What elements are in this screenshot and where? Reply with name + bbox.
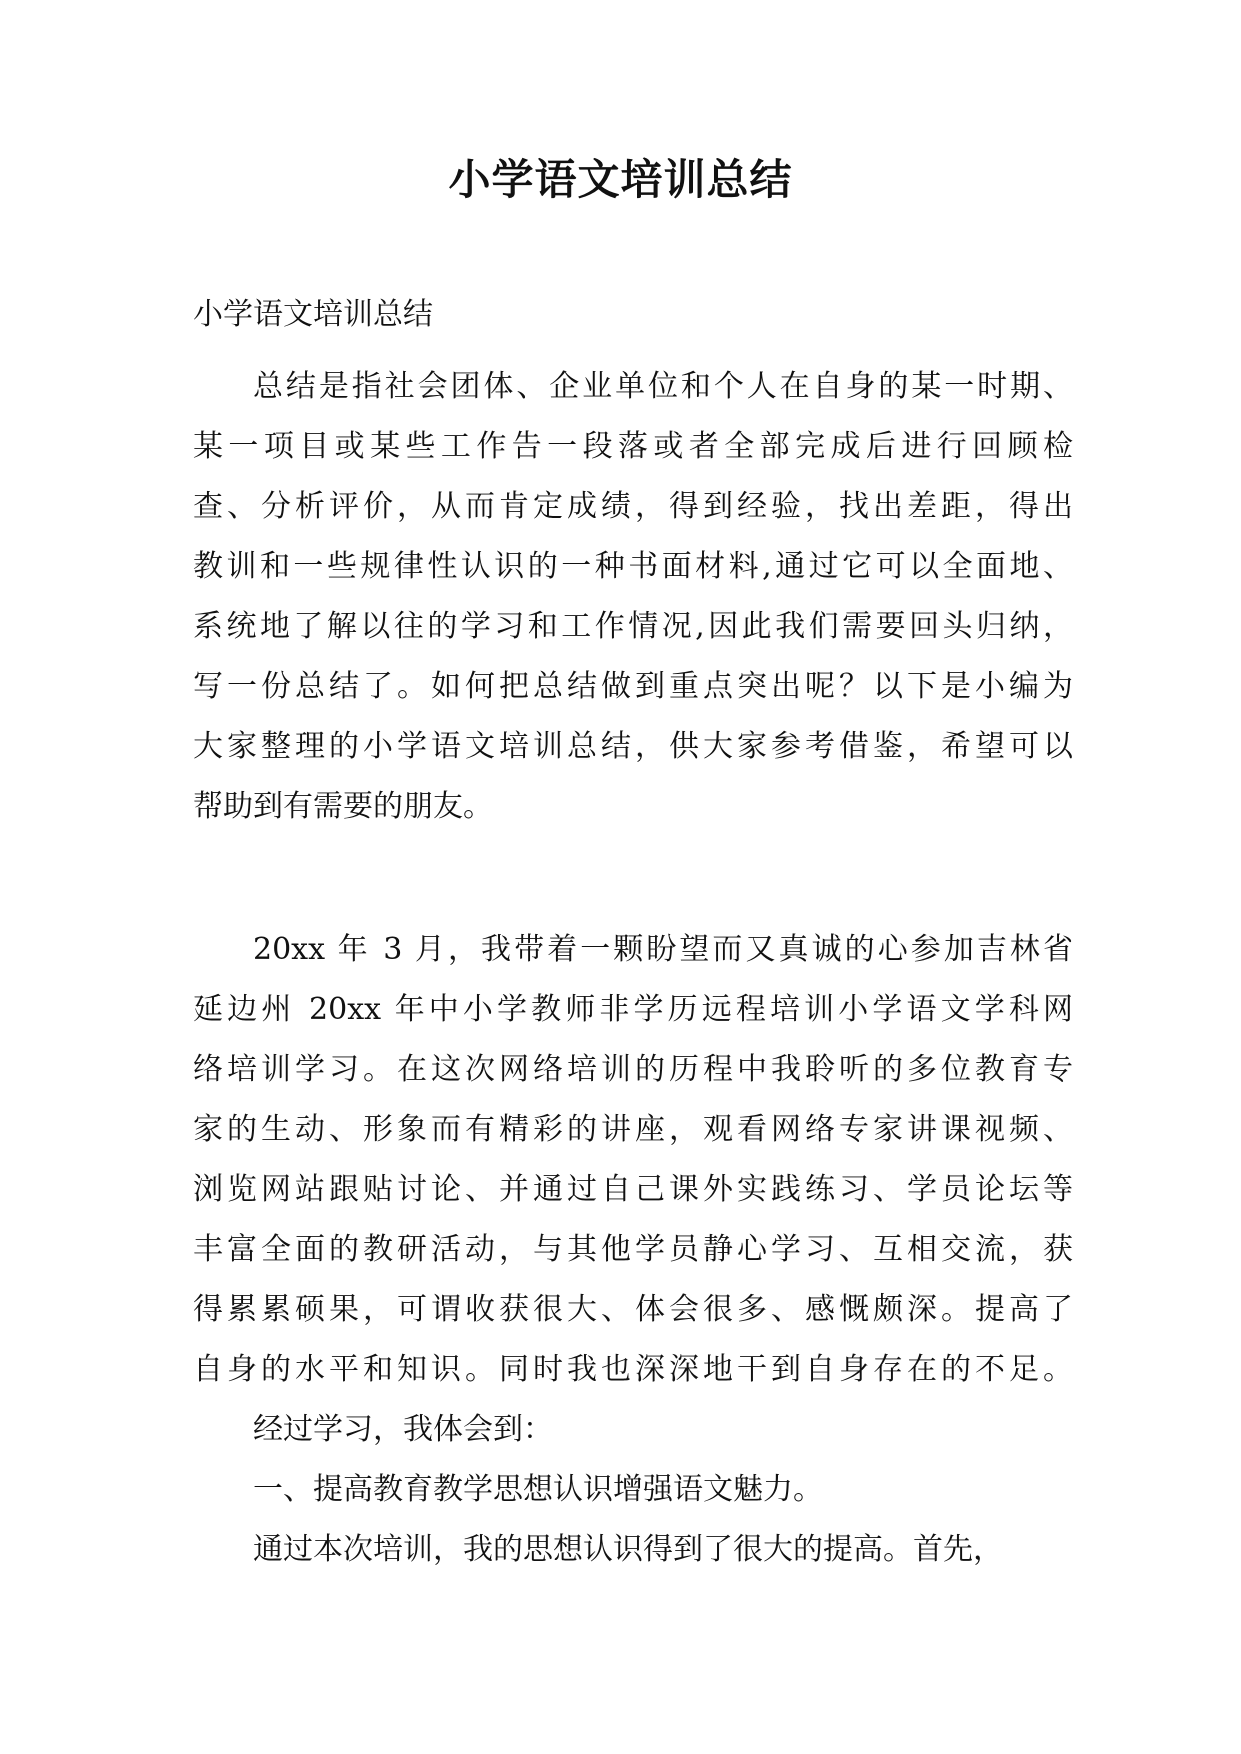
document-title: 小学语文培训总结 xyxy=(448,155,793,204)
paragraph-training xyxy=(193,920,1073,1580)
paragraph-line: 延边州 20xx 年中小学教师非学历远程培训小学语文学科网 xyxy=(193,992,1073,1027)
paragraph-line: 总结是指社会团体、企业单位和个人在自身的某一时期、 xyxy=(253,369,1073,404)
experience-line: 经过学习，我体会到： xyxy=(253,1412,553,1447)
paragraph-line: 丰富全面的教研活动，与其他学员静心学习、互相交流，获 xyxy=(193,1232,1073,1267)
paragraph-line: 大家整理的小学语文培训总结，供大家参考借鉴，希望可以 xyxy=(193,729,1073,764)
paragraph-line: 教训和一些规律性认识的一种书面材料,通过它可以全面地、 xyxy=(193,549,1073,584)
paragraph-line: 帮助到有需要的朋友。 xyxy=(193,789,493,824)
section-heading-one: 一、提高教育教学思想认识增强语文魅力。 xyxy=(253,1472,823,1507)
paragraph-intro xyxy=(193,357,1073,837)
paragraph-line: 自身的水平和知识。同时我也深深地干到自身存在的不足。 xyxy=(193,1352,1073,1387)
paragraph-line: 络培训学习。在这次网络培训的历程中我聆听的多位教育专 xyxy=(193,1052,1073,1087)
paragraph-line: 查、分析评价，从而肯定成绩，得到经验，找出差距，得出 xyxy=(193,489,1073,524)
document-subtitle: 小学语文培训总结 xyxy=(193,297,433,332)
paragraph-line: 某一项目或某些工作告一段落或者全部完成后进行回顾检 xyxy=(193,429,1073,464)
paragraph-line: 20xx 年 3 月，我带着一颗盼望而又真诚的心参加吉林省 xyxy=(253,932,1073,967)
paragraph-line: 系统地了解以往的学习和工作情况,因此我们需要回头归纳， xyxy=(193,609,1073,644)
paragraph-line: 得累累硕果，可谓收获很大、体会很多、感慨颇深。提高了 xyxy=(193,1292,1073,1327)
paragraph-line: 家的生动、形象而有精彩的讲座，观看网络专家讲课视频、 xyxy=(193,1112,1073,1147)
paragraph-line: 通过本次培训，我的思想认识得到了很大的提高。首先， xyxy=(253,1532,1003,1567)
paragraph-line: 浏览网站跟贴讨论、并通过自己课外实践练习、学员论坛等 xyxy=(193,1172,1073,1207)
paragraph-line: 写一份总结了。如何把总结做到重点突出呢？以下是小编为 xyxy=(193,669,1073,704)
